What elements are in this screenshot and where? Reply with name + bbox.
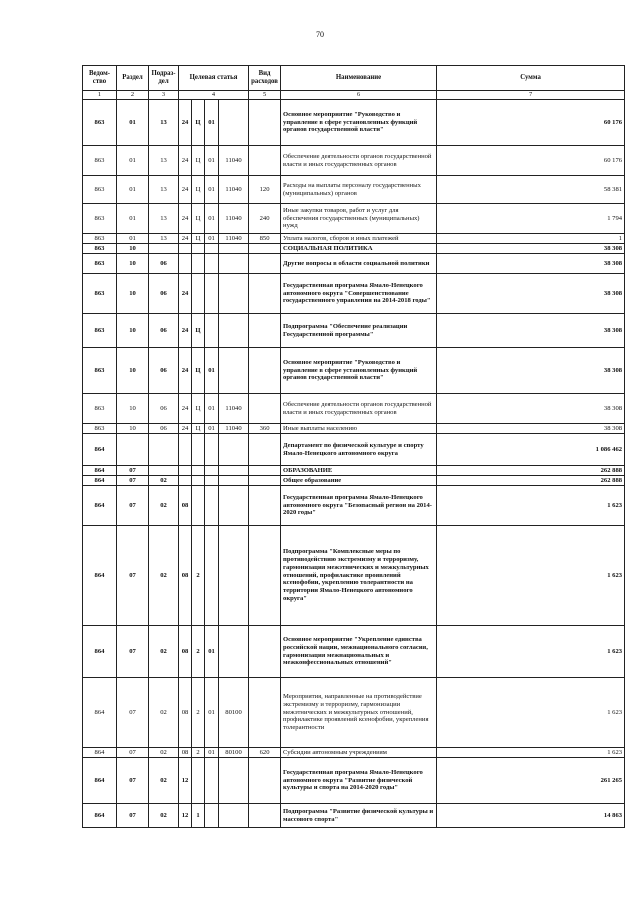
cell-razdel: 07 — [117, 526, 149, 626]
table-row — [83, 244, 625, 254]
cell-celevaya-1: 24 — [179, 234, 192, 244]
cell-summa: 1 623 — [437, 748, 625, 758]
cell-razdel: 01 — [117, 146, 149, 176]
cell-vid-rashodov — [249, 146, 281, 176]
cell-celevaya-4: 80100 — [219, 678, 249, 748]
cell-razdel: 10 — [117, 394, 149, 424]
cell-podrazdel: 02 — [149, 758, 179, 804]
cell-naimenovanie: Иные закупки товаров, работ и услуг для обеспечения государственных (муниципальных) нужд — [281, 204, 437, 234]
cell-summa: 1 794 — [437, 204, 625, 234]
cell-celevaya-3: 01 — [205, 678, 219, 748]
cell-razdel: 07 — [117, 748, 149, 758]
table-row — [83, 348, 625, 394]
cell-razdel: 01 — [117, 204, 149, 234]
cell-celevaya-4: 11040 — [219, 176, 249, 204]
cell-celevaya-4 — [219, 348, 249, 394]
cell-celevaya-4: 11040 — [219, 234, 249, 244]
cell-summa: 1 — [437, 234, 625, 244]
cell-vedomstvo: 864 — [83, 804, 117, 828]
cell-celevaya-2 — [192, 476, 205, 486]
cell-vedomstvo: 863 — [83, 254, 117, 274]
cell-vid-rashodov — [249, 466, 281, 476]
cell-summa: 262 888 — [437, 466, 625, 476]
cell-razdel: 07 — [117, 678, 149, 748]
cell-vedomstvo: 864 — [83, 486, 117, 526]
table-row — [83, 626, 625, 678]
cell-naimenovanie: Государственная программа Ямало-Ненецкого автономного округа "Безопасный регион на 2014-2020 годы" — [281, 486, 437, 526]
cell-celevaya-3 — [205, 804, 219, 828]
cell-celevaya-2: 1 — [192, 804, 205, 828]
cell-celevaya-3 — [205, 526, 219, 626]
table-row — [83, 526, 625, 626]
cell-vedomstvo: 864 — [83, 748, 117, 758]
cell-celevaya-2: Ц — [192, 100, 205, 146]
column-number: 2 — [117, 91, 149, 100]
cell-celevaya-1: 24 — [179, 204, 192, 234]
cell-razdel: 07 — [117, 476, 149, 486]
cell-summa: 1 086 462 — [437, 434, 625, 466]
cell-summa: 60 176 — [437, 100, 625, 146]
table-row — [83, 758, 625, 804]
cell-naimenovanie: Субсидии автономным учреждениям — [281, 748, 437, 758]
cell-razdel — [117, 434, 149, 466]
cell-celevaya-3 — [205, 254, 219, 274]
cell-celevaya-3: 01 — [205, 348, 219, 394]
cell-vid-rashodov — [249, 434, 281, 466]
cell-podrazdel: 02 — [149, 804, 179, 828]
column-number: 5 — [249, 91, 281, 100]
cell-vedomstvo: 864 — [83, 526, 117, 626]
cell-razdel: 01 — [117, 100, 149, 146]
cell-celevaya-3: 01 — [205, 626, 219, 678]
cell-celevaya-1 — [179, 476, 192, 486]
cell-vid-rashodov — [249, 678, 281, 748]
header-vedomstvo: Ведом-ство — [83, 66, 117, 91]
cell-celevaya-3: 01 — [205, 100, 219, 146]
cell-celevaya-1 — [179, 434, 192, 466]
cell-vedomstvo: 863 — [83, 176, 117, 204]
cell-celevaya-3: 01 — [205, 424, 219, 434]
budget-table — [82, 65, 625, 828]
table-row — [83, 476, 625, 486]
cell-celevaya-3: 01 — [205, 394, 219, 424]
cell-podrazdel — [149, 434, 179, 466]
cell-razdel: 07 — [117, 758, 149, 804]
cell-podrazdel: 06 — [149, 254, 179, 274]
cell-podrazdel: 06 — [149, 274, 179, 314]
cell-razdel: 07 — [117, 486, 149, 526]
column-number: 7 — [437, 91, 625, 100]
table-row — [83, 314, 625, 348]
cell-celevaya-1: 24 — [179, 348, 192, 394]
cell-podrazdel: 02 — [149, 476, 179, 486]
cell-celevaya-1: 08 — [179, 486, 192, 526]
header-celevaya-statya: Целевая статья — [179, 66, 249, 91]
table-row — [83, 176, 625, 204]
cell-summa: 1 623 — [437, 678, 625, 748]
cell-celevaya-1: 08 — [179, 678, 192, 748]
column-number: 4 — [179, 91, 249, 100]
cell-celevaya-2: 2 — [192, 526, 205, 626]
cell-celevaya-2: 2 — [192, 626, 205, 678]
cell-celevaya-3 — [205, 486, 219, 526]
column-number-row — [83, 91, 625, 100]
cell-vid-rashodov: 850 — [249, 234, 281, 244]
cell-podrazdel: 06 — [149, 424, 179, 434]
cell-celevaya-4 — [219, 486, 249, 526]
cell-celevaya-2 — [192, 486, 205, 526]
cell-razdel: 10 — [117, 244, 149, 254]
cell-celevaya-3 — [205, 244, 219, 254]
cell-vedomstvo: 864 — [83, 466, 117, 476]
cell-celevaya-4 — [219, 100, 249, 146]
cell-celevaya-3: 01 — [205, 176, 219, 204]
cell-vedomstvo: 864 — [83, 758, 117, 804]
cell-celevaya-3 — [205, 434, 219, 466]
cell-summa: 38 308 — [437, 348, 625, 394]
column-number: 6 — [281, 91, 437, 100]
table-row — [83, 274, 625, 314]
cell-razdel: 07 — [117, 804, 149, 828]
cell-vedomstvo: 864 — [83, 678, 117, 748]
cell-naimenovanie: Государственная программа Ямало-Ненецкого автономного округа "Развитие физической культуры и спорта на 2014-2020 годы" — [281, 758, 437, 804]
cell-razdel: 01 — [117, 176, 149, 204]
table-row — [83, 486, 625, 526]
cell-celevaya-4: 11040 — [219, 146, 249, 176]
cell-podrazdel: 02 — [149, 526, 179, 626]
cell-vedomstvo: 863 — [83, 204, 117, 234]
cell-celevaya-2 — [192, 254, 205, 274]
cell-podrazdel: 13 — [149, 234, 179, 244]
cell-celevaya-4 — [219, 758, 249, 804]
cell-summa: 262 888 — [437, 476, 625, 486]
cell-podrazdel: 06 — [149, 314, 179, 348]
cell-celevaya-4 — [219, 274, 249, 314]
cell-celevaya-1 — [179, 254, 192, 274]
column-number: 3 — [149, 91, 179, 100]
cell-celevaya-1 — [179, 466, 192, 476]
cell-celevaya-2: Ц — [192, 146, 205, 176]
cell-naimenovanie: Основное мероприятие "Руководство и управление в сфере установленных функций органов государственной власти" — [281, 348, 437, 394]
cell-celevaya-3: 01 — [205, 234, 219, 244]
cell-celevaya-3: 01 — [205, 204, 219, 234]
cell-celevaya-2: 2 — [192, 678, 205, 748]
cell-podrazdel — [149, 244, 179, 254]
cell-celevaya-1 — [179, 244, 192, 254]
table-row — [83, 394, 625, 424]
cell-celevaya-2 — [192, 758, 205, 804]
cell-naimenovanie: Уплата налогов, сборов и иных платежей — [281, 234, 437, 244]
cell-celevaya-4 — [219, 526, 249, 626]
table-row — [83, 466, 625, 476]
cell-naimenovanie: Мероприятия, направленные на противодействие экстремизму и терроризму, гармонизации межэтнических и межкультурных отношений, профилактике проявлений ксенофобии, укрепления толерантности — [281, 678, 437, 748]
cell-vedomstvo: 863 — [83, 244, 117, 254]
cell-naimenovanie: Подпрограмма "Обеспечение реализации Государственной программы" — [281, 314, 437, 348]
cell-summa: 261 265 — [437, 758, 625, 804]
cell-podrazdel: 02 — [149, 486, 179, 526]
cell-celevaya-2: Ц — [192, 424, 205, 434]
cell-summa: 38 308 — [437, 394, 625, 424]
cell-celevaya-4 — [219, 804, 249, 828]
cell-podrazdel: 06 — [149, 394, 179, 424]
cell-naimenovanie: Департамент по физической культуре и спорту Ямало-Ненецкого автономного округа — [281, 434, 437, 466]
cell-celevaya-4 — [219, 466, 249, 476]
cell-podrazdel: 02 — [149, 678, 179, 748]
cell-celevaya-4 — [219, 476, 249, 486]
cell-naimenovanie: Обеспечение деятельности органов государственной власти и иных государственных органов — [281, 146, 437, 176]
cell-podrazdel: 06 — [149, 348, 179, 394]
cell-celevaya-3 — [205, 466, 219, 476]
table-row — [83, 204, 625, 234]
table-row — [83, 424, 625, 434]
cell-vid-rashodov — [249, 476, 281, 486]
cell-celevaya-1: 24 — [179, 100, 192, 146]
cell-vedomstvo: 863 — [83, 394, 117, 424]
table-row — [83, 254, 625, 274]
cell-vid-rashodov — [249, 526, 281, 626]
cell-vid-rashodov — [249, 486, 281, 526]
cell-celevaya-4 — [219, 314, 249, 348]
cell-vedomstvo: 863 — [83, 100, 117, 146]
cell-naimenovanie: Другие вопросы в области социальной политики — [281, 254, 437, 274]
header-vid-rashodov: Вид расходов — [249, 66, 281, 91]
cell-celevaya-4 — [219, 626, 249, 678]
cell-vedomstvo: 863 — [83, 314, 117, 348]
cell-vid-rashodov: 240 — [249, 204, 281, 234]
cell-summa: 60 176 — [437, 146, 625, 176]
cell-celevaya-1: 24 — [179, 176, 192, 204]
cell-vid-rashodov — [249, 394, 281, 424]
cell-razdel: 10 — [117, 274, 149, 314]
cell-naimenovanie: Государственная программа Ямало-Ненецкого автономного округа "Совершенствование государственного управления на 2014-2018 годы" — [281, 274, 437, 314]
cell-celevaya-1: 24 — [179, 146, 192, 176]
cell-vid-rashodov — [249, 254, 281, 274]
cell-celevaya-2: Ц — [192, 394, 205, 424]
cell-podrazdel: 13 — [149, 204, 179, 234]
table-row — [83, 100, 625, 146]
table-row — [83, 804, 625, 828]
cell-celevaya-1: 24 — [179, 394, 192, 424]
cell-celevaya-2 — [192, 274, 205, 314]
cell-razdel: 10 — [117, 314, 149, 348]
cell-celevaya-2: Ц — [192, 348, 205, 394]
header-summa: Сумма — [437, 66, 625, 91]
cell-celevaya-1: 08 — [179, 526, 192, 626]
cell-celevaya-2: 2 — [192, 748, 205, 758]
cell-vid-rashodov — [249, 348, 281, 394]
cell-vid-rashodov — [249, 274, 281, 314]
cell-naimenovanie: Основное мероприятие "Укрепление единства российской нации, межнационального согласия, гармонизация межнациональных и межконфессиональных отношений" — [281, 626, 437, 678]
cell-celevaya-2 — [192, 434, 205, 466]
cell-celevaya-3 — [205, 476, 219, 486]
page-number: 70 — [316, 30, 324, 39]
cell-vedomstvo: 864 — [83, 626, 117, 678]
cell-celevaya-2 — [192, 244, 205, 254]
cell-celevaya-4 — [219, 244, 249, 254]
cell-summa: 38 308 — [437, 314, 625, 348]
cell-podrazdel: 13 — [149, 100, 179, 146]
cell-podrazdel: 02 — [149, 626, 179, 678]
cell-podrazdel — [149, 466, 179, 476]
cell-celevaya-4 — [219, 434, 249, 466]
table-row — [83, 234, 625, 244]
cell-razdel: 10 — [117, 424, 149, 434]
cell-vedomstvo: 863 — [83, 348, 117, 394]
column-number: 1 — [83, 91, 117, 100]
cell-naimenovanie: Подпрограмма "Развитие физической культуры и массового спорта" — [281, 804, 437, 828]
cell-razdel: 10 — [117, 348, 149, 394]
cell-celevaya-3 — [205, 758, 219, 804]
cell-summa: 38 308 — [437, 244, 625, 254]
cell-vid-rashodov — [249, 314, 281, 348]
header-naimenovanie: Наименование — [281, 66, 437, 91]
cell-vedomstvo: 863 — [83, 146, 117, 176]
cell-celevaya-1: 08 — [179, 626, 192, 678]
cell-summa: 1 623 — [437, 526, 625, 626]
cell-celevaya-4: 80100 — [219, 748, 249, 758]
cell-celevaya-2: Ц — [192, 234, 205, 244]
cell-summa: 14 863 — [437, 804, 625, 828]
cell-celevaya-2: Ц — [192, 176, 205, 204]
cell-naimenovanie: ОБРАЗОВАНИЕ — [281, 466, 437, 476]
cell-vid-rashodov — [249, 626, 281, 678]
cell-naimenovanie: Расходы на выплаты персоналу государственных (муниципальных) органов — [281, 176, 437, 204]
cell-razdel: 07 — [117, 466, 149, 476]
cell-naimenovanie: Обеспечение деятельности органов государственной власти и иных государственных органов — [281, 394, 437, 424]
cell-vedomstvo: 863 — [83, 274, 117, 314]
cell-vid-rashodov: 120 — [249, 176, 281, 204]
cell-podrazdel: 02 — [149, 748, 179, 758]
cell-celevaya-2: Ц — [192, 204, 205, 234]
cell-celevaya-1: 24 — [179, 314, 192, 348]
table-row — [83, 678, 625, 748]
cell-celevaya-1: 24 — [179, 424, 192, 434]
cell-celevaya-1: 12 — [179, 758, 192, 804]
cell-razdel: 10 — [117, 254, 149, 274]
cell-celevaya-3: 01 — [205, 146, 219, 176]
cell-celevaya-1: 08 — [179, 748, 192, 758]
cell-summa: 58 381 — [437, 176, 625, 204]
cell-vedomstvo: 863 — [83, 234, 117, 244]
cell-celevaya-4 — [219, 254, 249, 274]
cell-podrazdel: 13 — [149, 176, 179, 204]
cell-vedomstvo: 864 — [83, 476, 117, 486]
cell-naimenovanie: СОЦИАЛЬНАЯ ПОЛИТИКА — [281, 244, 437, 254]
cell-celevaya-3 — [205, 314, 219, 348]
cell-naimenovanie: Подпрограмма "Комплексные меры по противодействию экстремизму и терроризму, гармонизация межэтнических и межкультурных отношений, профилактике проявлений ксенофобии, укреплению толерантности на территории Ямало-Ненецкого автономного округа" — [281, 526, 437, 626]
header-podrazdel: Подраз-дел — [149, 66, 179, 91]
cell-celevaya-2 — [192, 466, 205, 476]
header-row — [83, 66, 625, 91]
header-razdel: Раздел — [117, 66, 149, 91]
cell-summa: 38 308 — [437, 424, 625, 434]
cell-summa: 1 623 — [437, 486, 625, 526]
cell-celevaya-3: 01 — [205, 748, 219, 758]
cell-vid-rashodov — [249, 758, 281, 804]
cell-celevaya-1: 12 — [179, 804, 192, 828]
cell-celevaya-4: 11040 — [219, 204, 249, 234]
cell-vid-rashodov: 620 — [249, 748, 281, 758]
cell-celevaya-4: 11040 — [219, 394, 249, 424]
table-row — [83, 748, 625, 758]
cell-razdel: 01 — [117, 234, 149, 244]
cell-summa: 38 308 — [437, 254, 625, 274]
cell-vid-rashodov — [249, 100, 281, 146]
cell-celevaya-1: 24 — [179, 274, 192, 314]
cell-podrazdel: 13 — [149, 146, 179, 176]
cell-vid-rashodov — [249, 244, 281, 254]
budget-table-body — [83, 100, 625, 828]
cell-naimenovanie: Основное мероприятие "Руководство и управление в сфере установленных функций органов государственной власти" — [281, 100, 437, 146]
cell-vedomstvo: 863 — [83, 424, 117, 434]
cell-celevaya-3 — [205, 274, 219, 314]
cell-celevaya-4: 11040 — [219, 424, 249, 434]
cell-naimenovanie: Иные выплаты населению — [281, 424, 437, 434]
cell-naimenovanie: Общее образование — [281, 476, 437, 486]
cell-vid-rashodov: 360 — [249, 424, 281, 434]
table-row — [83, 146, 625, 176]
cell-summa: 1 623 — [437, 626, 625, 678]
cell-celevaya-2: Ц — [192, 314, 205, 348]
table-row — [83, 434, 625, 466]
cell-vedomstvo: 864 — [83, 434, 117, 466]
cell-vid-rashodov — [249, 804, 281, 828]
cell-summa: 38 308 — [437, 274, 625, 314]
cell-razdel: 07 — [117, 626, 149, 678]
